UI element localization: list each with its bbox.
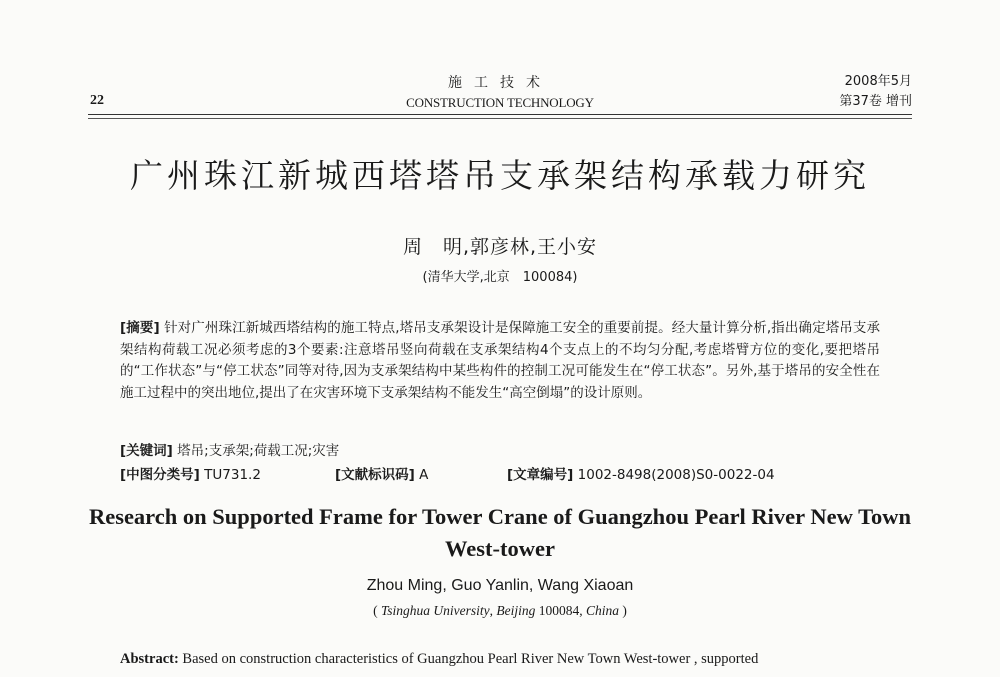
affil-university: Tsinghua University	[380, 603, 490, 618]
affil-close-paren: )	[619, 603, 627, 618]
header-rule-thick	[88, 114, 912, 115]
doc-value: A	[419, 467, 429, 483]
issue-date: 2008年5月	[844, 74, 912, 89]
authors-cn: 周 明,郭彦林,王小安	[402, 236, 598, 258]
affil-sep: ,	[489, 603, 497, 618]
page-number: 22	[90, 93, 104, 108]
affil-city: Beijing	[496, 603, 536, 618]
abstract-en-label: Abstract:	[120, 651, 179, 667]
clc-label: [中图分类号]	[120, 467, 200, 483]
affiliation-cn: (清华大学,北京 100084)	[422, 270, 578, 285]
article-value: 1002-8498(2008)S0-0022-04	[577, 467, 775, 483]
issue-info	[839, 72, 912, 112]
paper-title-cn: 广州珠江新城西塔塔吊支承架结构承载力研究	[130, 156, 870, 195]
header-rule-thin	[88, 118, 912, 119]
affiliation-en	[0, 603, 1000, 619]
clc-code	[120, 463, 261, 483]
doc-label: [文献标识码]	[335, 467, 415, 483]
journal-name-en: CONSTRUCTION TECHNOLOGY	[406, 95, 594, 110]
article-label: [文章编号]	[507, 467, 574, 483]
authors-en: Zhou Ming, Guo Yanlin, Wang Xiaoan	[366, 577, 634, 594]
keywords-cn-text: 塔吊;支承架;荷载工况;灾害	[177, 443, 340, 459]
doc-code	[335, 463, 428, 483]
keywords-cn	[120, 439, 880, 459]
abstract-cn-text: 针对广州珠江新城西塔结构的施工特点,塔吊支承架设计是保障施工安全的重要前提。经大量计算分析,指出确定塔吊支承架结构荷载工况必须考虑的3个要素:注意塔吊竖向荷载在支承架结构4个支点上的不均匀分配,考虑塔臂方位的变化,要把塔吊的“工作状态”与“停工状态”同等对待,因为支承架结构中某些构件的控制工况可能发生在“停工状态”。另外,基于塔吊的安全性在施工过程中的突出地位,提出了在灾害环境下支承架结构不能发生“高空倒塌”的设计原则。	[120, 320, 881, 401]
clc-value: TU731.2	[204, 467, 261, 483]
issue-volume: 第37卷 增刊	[839, 94, 912, 109]
paper-title-en: Research on Supported Frame for Tower Crane of Guangzhou Pearl River New Town West-tower	[88, 504, 912, 561]
affil-open-paren: (	[373, 603, 381, 618]
keywords-cn-label: [关键词]	[120, 443, 173, 459]
abstract-cn	[120, 318, 880, 404]
affil-country: China	[586, 603, 620, 618]
abstract-en-text: Based on construction characteristics of Guangzhou Pearl River New Town West-tower , supported	[182, 651, 759, 667]
affil-postcode: 100084,	[535, 603, 586, 618]
journal-header	[350, 72, 650, 111]
article-code	[507, 463, 775, 483]
journal-name-cn: 施工技术	[448, 75, 552, 91]
abstract-en	[120, 651, 880, 668]
abstract-cn-label: [摘要]	[120, 320, 160, 336]
